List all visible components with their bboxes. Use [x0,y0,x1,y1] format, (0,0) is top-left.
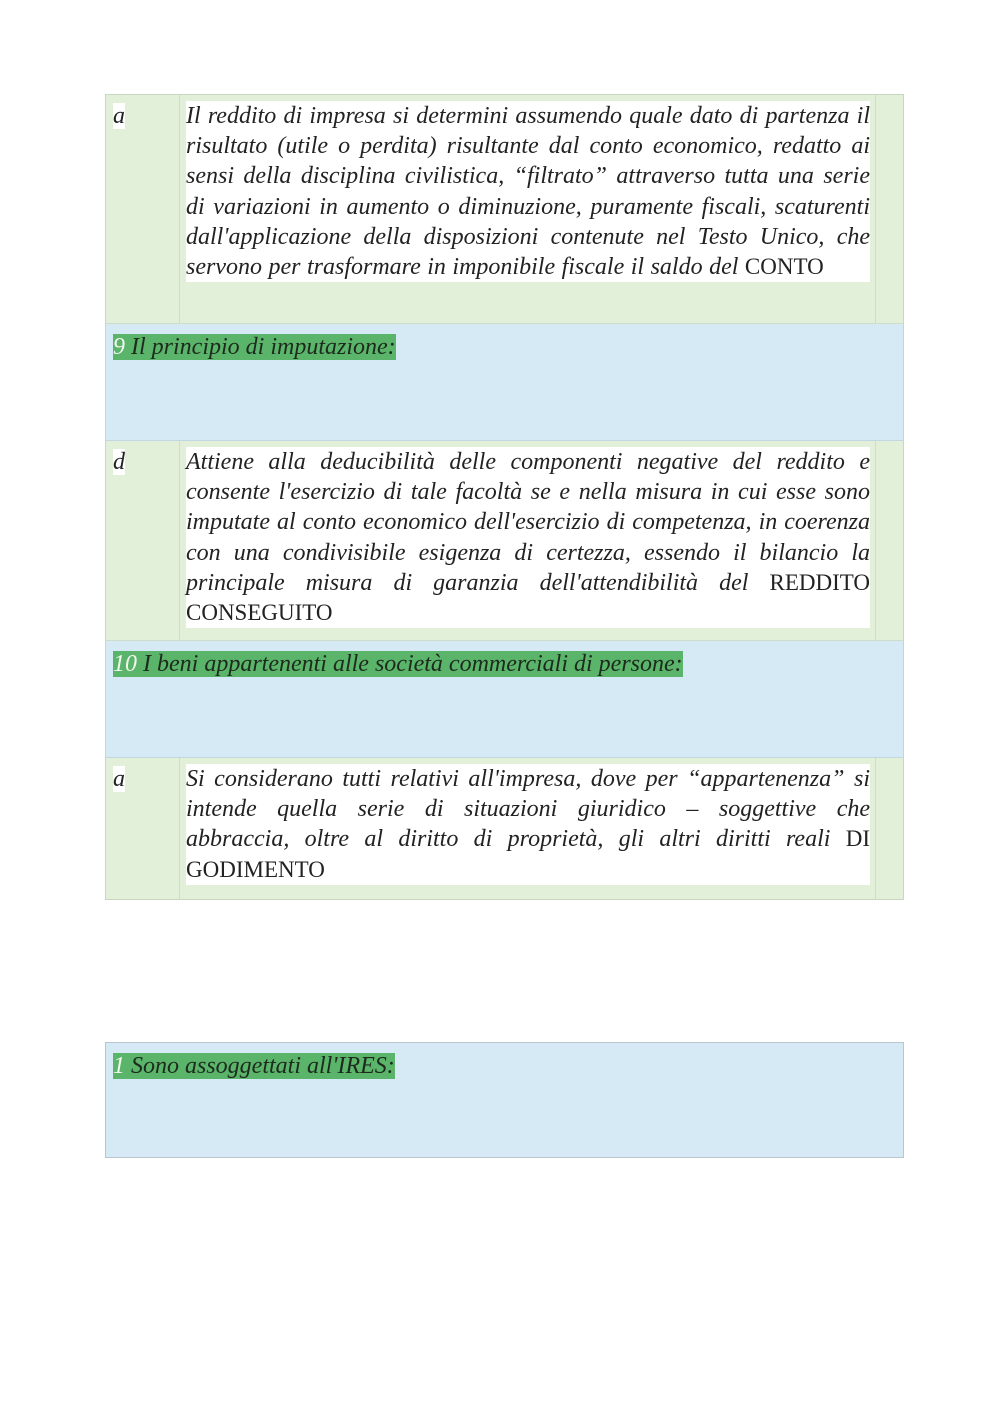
quiz-table-2 [105,1042,904,1158]
answer-text: Il reddito di impresa si determini assumendo quale dato di partenza il risultato (utile o perdita) risultante dal conto economico, redatto ai sensi della disciplina civilistica, “filtrato” attraverso tutta una serie di variazioni in aumento o diminuzione, puramente fiscali, scaturenti dall'applicazione della disposizioni contenute nel Testo Unico, che servono per trasformare in imponibile fiscale il saldo del CONTO [186,101,870,282]
question-row-10 [106,641,903,758]
answer-letter: a [106,95,180,323]
answer-row [106,758,903,899]
answer-text-cell [180,758,876,899]
answer-row [106,441,903,641]
question-row-9 [106,324,903,441]
question-9: 9 Il principio di imputazione: [113,334,396,360]
answer-text-cell [180,95,876,323]
row-spacer [876,95,903,323]
row-spacer [876,758,903,899]
answer-text-cell [180,441,876,640]
row-spacer [876,441,903,640]
answer-text: Attiene alla deducibilità delle componenti negative del reddito e consente l'esercizio di tale facoltà se e nella misura in cui esse sono imputate al conto economico dell'esercizio di competenza, in coerenza con una condivisibile esigenza di certezza, essendo il bilancio la principale misura di garanzia dell'attendibilità del REDDITO CONSEGUITO [186,447,870,628]
quiz-table [105,94,904,900]
answer-text: Si considerano tutti relativi all'impresa, dove per “appartenenza” si intende quella serie di situazioni giuridico – soggettive che abbraccia, oltre al diritto di proprietà, gli altri diritti reali DI GODIMENTO [186,764,870,885]
answer-row [106,95,903,324]
question-1: 1 Sono assoggettati all'IRES: [113,1053,395,1079]
question-10: 10 I beni appartenenti alle società commerciali di persone: [113,651,683,677]
question-row-1 [106,1043,903,1157]
answer-letter: a [106,758,180,899]
answer-letter: d [106,441,180,640]
